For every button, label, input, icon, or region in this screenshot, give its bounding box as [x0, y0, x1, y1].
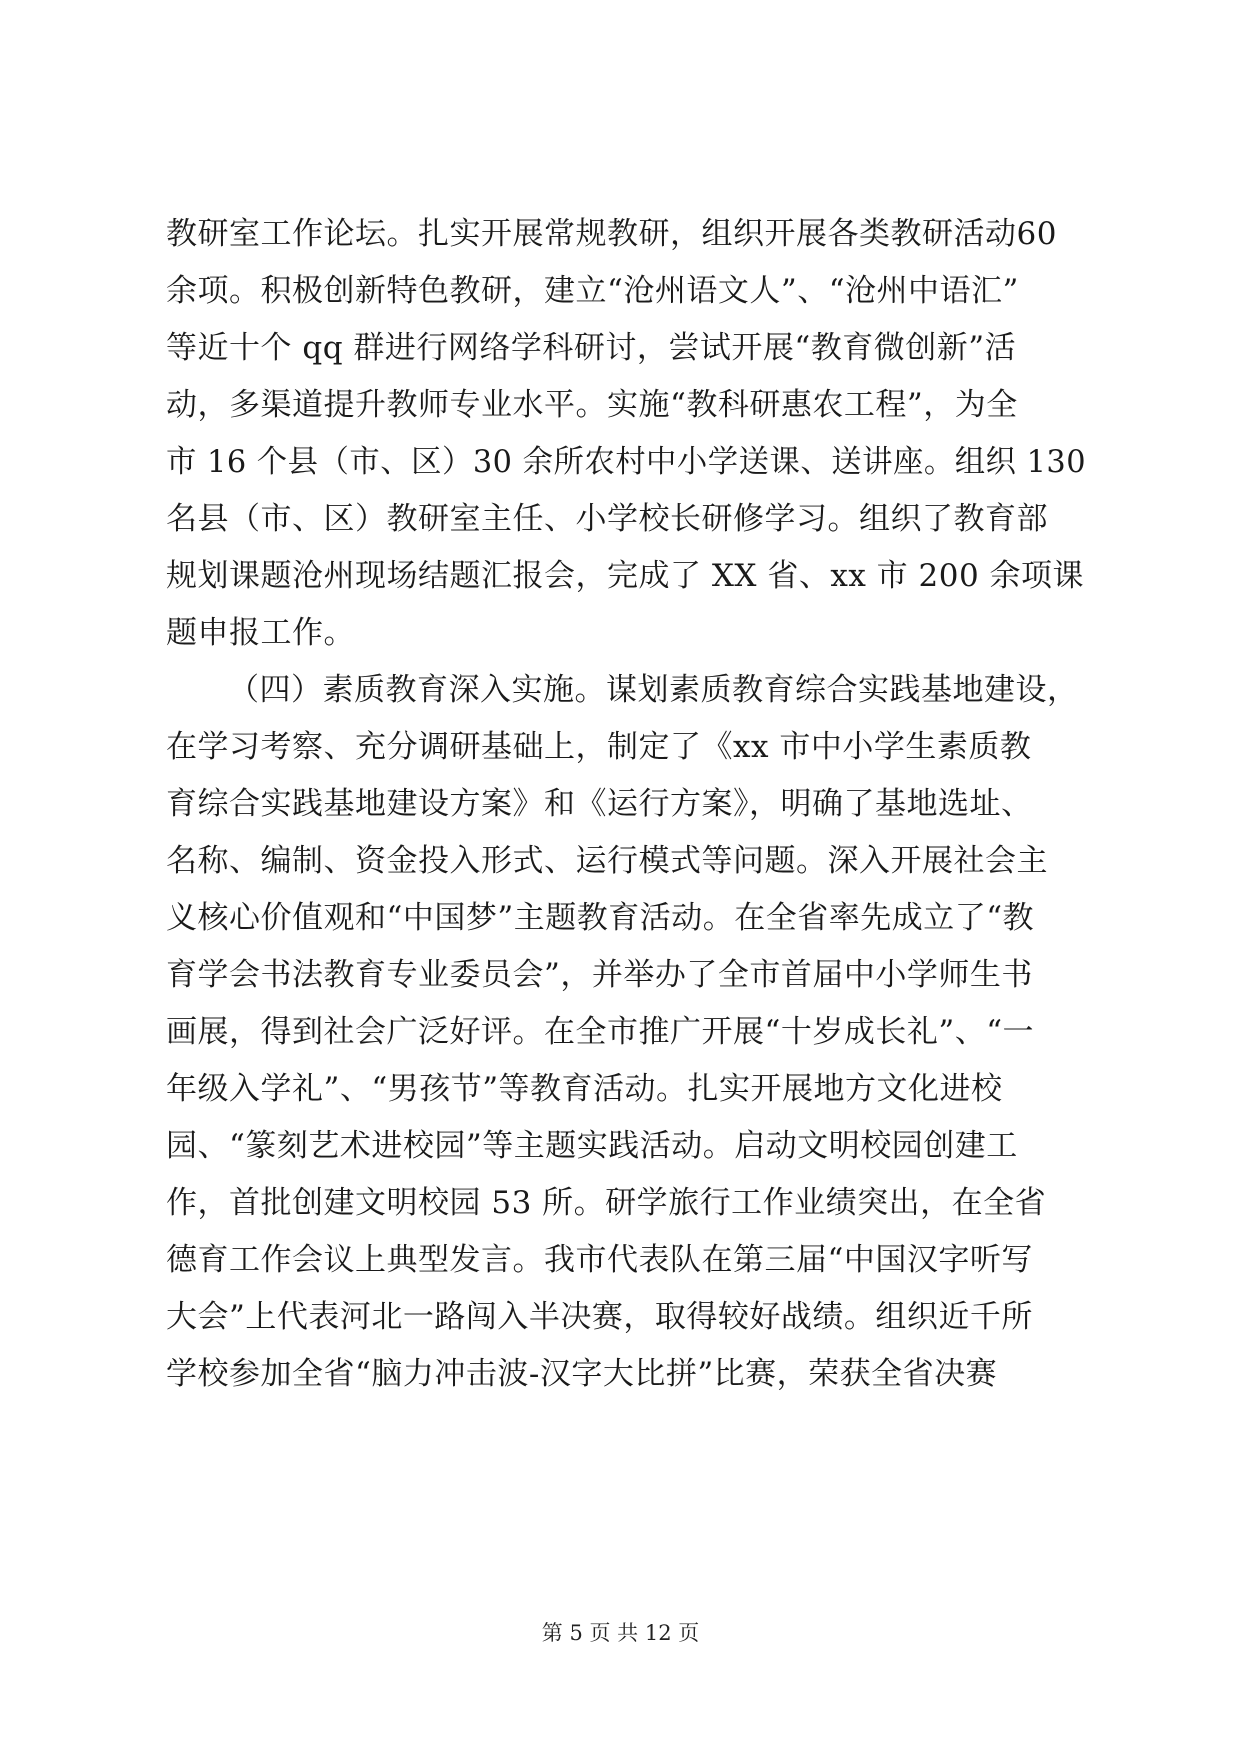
text-line: 德育工作会议上典型发言。我市代表队在第三届“中国汉字听写 — [166, 1242, 1033, 1278]
page-footer: 第 5 页 共 12 页 — [541, 1621, 700, 1645]
text-line: 名县（市、区）教研室主任、小学校长研修学习。组织了教育部 — [166, 501, 1048, 537]
text-line: 年级入学礼”、“男孩节”等教育活动。扎实开展地方文化进校 — [166, 1071, 1003, 1107]
section-heading-line: （四）素质教育深入实施。谋划素质教育综合实践基地建设， — [228, 672, 1079, 708]
text-line: 育学会书法教育专业委员会”，并举办了全市首届中小学师生书 — [166, 957, 1033, 993]
text-line: 学校参加全省“脑力冲击波-汉字大比拼”比赛，荣获全省决赛 — [166, 1356, 998, 1392]
text-line: 余项。积极创新特色教研，建立“沧州语文人”、“沧州中语汇” — [166, 273, 1019, 309]
text-line: 等近十个 qq 群进行网络学科研讨，尝试开展“教育微创新”活 — [166, 330, 1017, 366]
text-line: 在学习考察、充分调研基础上，制定了《xx 市中小学生素质教 — [166, 729, 1032, 765]
text-line: 市 16 个县（市、区）30 余所农村中小学送课、送讲座。组织 130 — [166, 444, 1087, 480]
text-line: 园、“篆刻艺术进校园”等主题实践活动。启动文明校园创建工 — [166, 1128, 1018, 1164]
text-line: 画展，得到社会广泛好评。在全市推广开展“十岁成长礼”、“一 — [166, 1014, 1035, 1050]
text-line: 义核心价值观和“中国梦”主题教育活动。在全省率先成立了“教 — [166, 900, 1035, 936]
text-line: 大会”上代表河北一路闯入半决赛，取得较好战绩。组织近千所 — [166, 1299, 1033, 1335]
text-line: 育综合实践基地建设方案》和《运行方案》，明确了基地选址、 — [166, 786, 1033, 822]
text-line: 规划课题沧州现场结题汇报会，完成了 XX 省、xx 市 200 余项课 — [166, 558, 1085, 594]
text-line: 作，首批创建文明校园 53 所。研学旅行工作业绩突出，在全省 — [166, 1185, 1047, 1221]
text-line: 题申报工作。 — [166, 615, 355, 651]
text-line: 动，多渠道提升教师专业水平。实施“教科研惠农工程”，为全 — [166, 387, 1018, 423]
text-line: 教研室工作论坛。扎实开展常规教研，组织开展各类教研活动60 — [166, 216, 1057, 252]
text-line: 名称、编制、资金投入形式、运行模式等问题。深入开展社会主 — [166, 843, 1048, 879]
